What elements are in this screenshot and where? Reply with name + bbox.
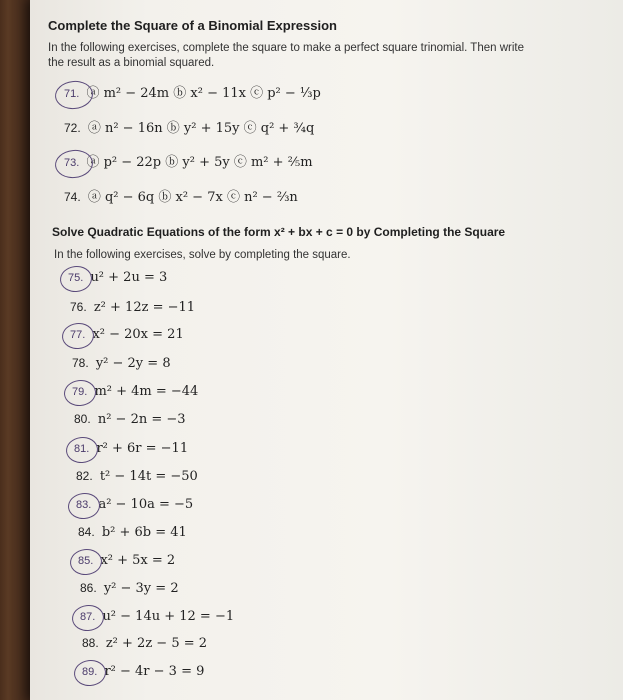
problem-number: 74. bbox=[64, 190, 81, 204]
problem-equation: y² − 2y = 8 bbox=[95, 356, 171, 371]
problem-number: 72. bbox=[64, 121, 81, 135]
problem-equation: r² + 6r = −11 bbox=[96, 441, 189, 456]
section-intro: In the following exercises, solve by completing the square. bbox=[54, 249, 351, 261]
problem-equation: u² + 2u = 3 bbox=[90, 270, 168, 285]
problem-equation: a² − 10a = −5 bbox=[98, 497, 194, 512]
problem-number: 76. bbox=[70, 300, 87, 314]
problem-number-circled: 85. bbox=[78, 555, 94, 567]
problem-number-circled: 71. bbox=[64, 88, 80, 100]
problem-equation: z² + 12z = −11 bbox=[93, 300, 196, 315]
problem-expression: ⓐ n² − 16n ⓑ y² + 15y ⓒ q² + ¾q bbox=[87, 121, 315, 136]
problem-83 bbox=[76, 497, 193, 512]
problem-number-circled: 87. bbox=[80, 611, 96, 623]
problem-equation: t² − 14t = −50 bbox=[99, 469, 198, 484]
problem-number: 84. bbox=[78, 525, 95, 539]
problem-76 bbox=[70, 300, 195, 315]
problem-81 bbox=[74, 441, 188, 456]
problem-87 bbox=[80, 609, 234, 624]
section-title-complete-square: Complete the Square of a Binomial Expression bbox=[48, 18, 337, 33]
problem-number: 78. bbox=[72, 356, 89, 370]
section-intro-line-1: In the following exercises, complete the square to make a perfect square trinomial. Then write bbox=[48, 42, 524, 54]
problem-equation: m² + 4m = −44 bbox=[94, 384, 199, 399]
problem-75 bbox=[68, 270, 167, 285]
problem-72 bbox=[64, 117, 314, 136]
problem-expression: ⓐ m² − 24m ⓑ x² − 11x ⓒ p² − ⅓p bbox=[86, 86, 321, 101]
problem-89 bbox=[82, 664, 204, 679]
problem-equation: z² + 2z − 5 = 2 bbox=[105, 636, 208, 651]
problem-85 bbox=[78, 553, 175, 568]
worksheet-page bbox=[30, 0, 623, 700]
problem-number-circled: 75. bbox=[68, 272, 84, 284]
problem-80 bbox=[74, 412, 186, 427]
problem-number-circled: 83. bbox=[76, 499, 92, 511]
problem-equation: x² − 20x = 21 bbox=[92, 327, 184, 342]
problem-equation: x² + 5x = 2 bbox=[100, 553, 176, 568]
problem-82 bbox=[76, 469, 198, 484]
problem-number-circled: 89. bbox=[82, 666, 98, 678]
problem-expression: ⓐ p² − 22p ⓑ y² + 5y ⓒ m² + ⅖m bbox=[86, 155, 313, 170]
problem-number-circled: 79. bbox=[72, 386, 88, 398]
problem-equation: y² − 3y = 2 bbox=[103, 581, 179, 596]
problem-number: 86. bbox=[80, 581, 97, 595]
problem-78 bbox=[72, 356, 171, 371]
problem-79 bbox=[72, 384, 198, 399]
problem-88 bbox=[82, 636, 207, 651]
problem-equation: n² − 2n = −3 bbox=[97, 412, 186, 427]
problem-74 bbox=[64, 186, 298, 205]
problem-number: 88. bbox=[82, 636, 99, 650]
problem-77 bbox=[70, 327, 184, 342]
problem-86 bbox=[80, 581, 179, 596]
problem-84 bbox=[78, 525, 187, 540]
problem-number-circled: 73. bbox=[64, 157, 80, 169]
section-intro-line-2: the result as a binomial squared. bbox=[48, 57, 215, 69]
problem-equation: r² − 4r − 3 = 9 bbox=[104, 664, 205, 679]
problem-71 bbox=[64, 82, 321, 101]
problem-equation: u² − 14u + 12 = −1 bbox=[102, 609, 235, 624]
problem-equation: b² + 6b = 41 bbox=[101, 525, 187, 540]
problem-expression: ⓐ q² − 6q ⓑ x² − 7x ⓒ n² − ⅔n bbox=[87, 190, 298, 205]
problem-73 bbox=[64, 151, 313, 170]
problem-number-circled: 77. bbox=[70, 329, 86, 341]
problem-number: 82. bbox=[76, 469, 93, 483]
section-title-solve-quadratic: Solve Quadratic Equations of the form x² + bx + c = 0 by Completing the Square bbox=[52, 225, 506, 239]
problem-number-circled: 81. bbox=[74, 443, 90, 455]
problem-number: 80. bbox=[74, 412, 91, 426]
